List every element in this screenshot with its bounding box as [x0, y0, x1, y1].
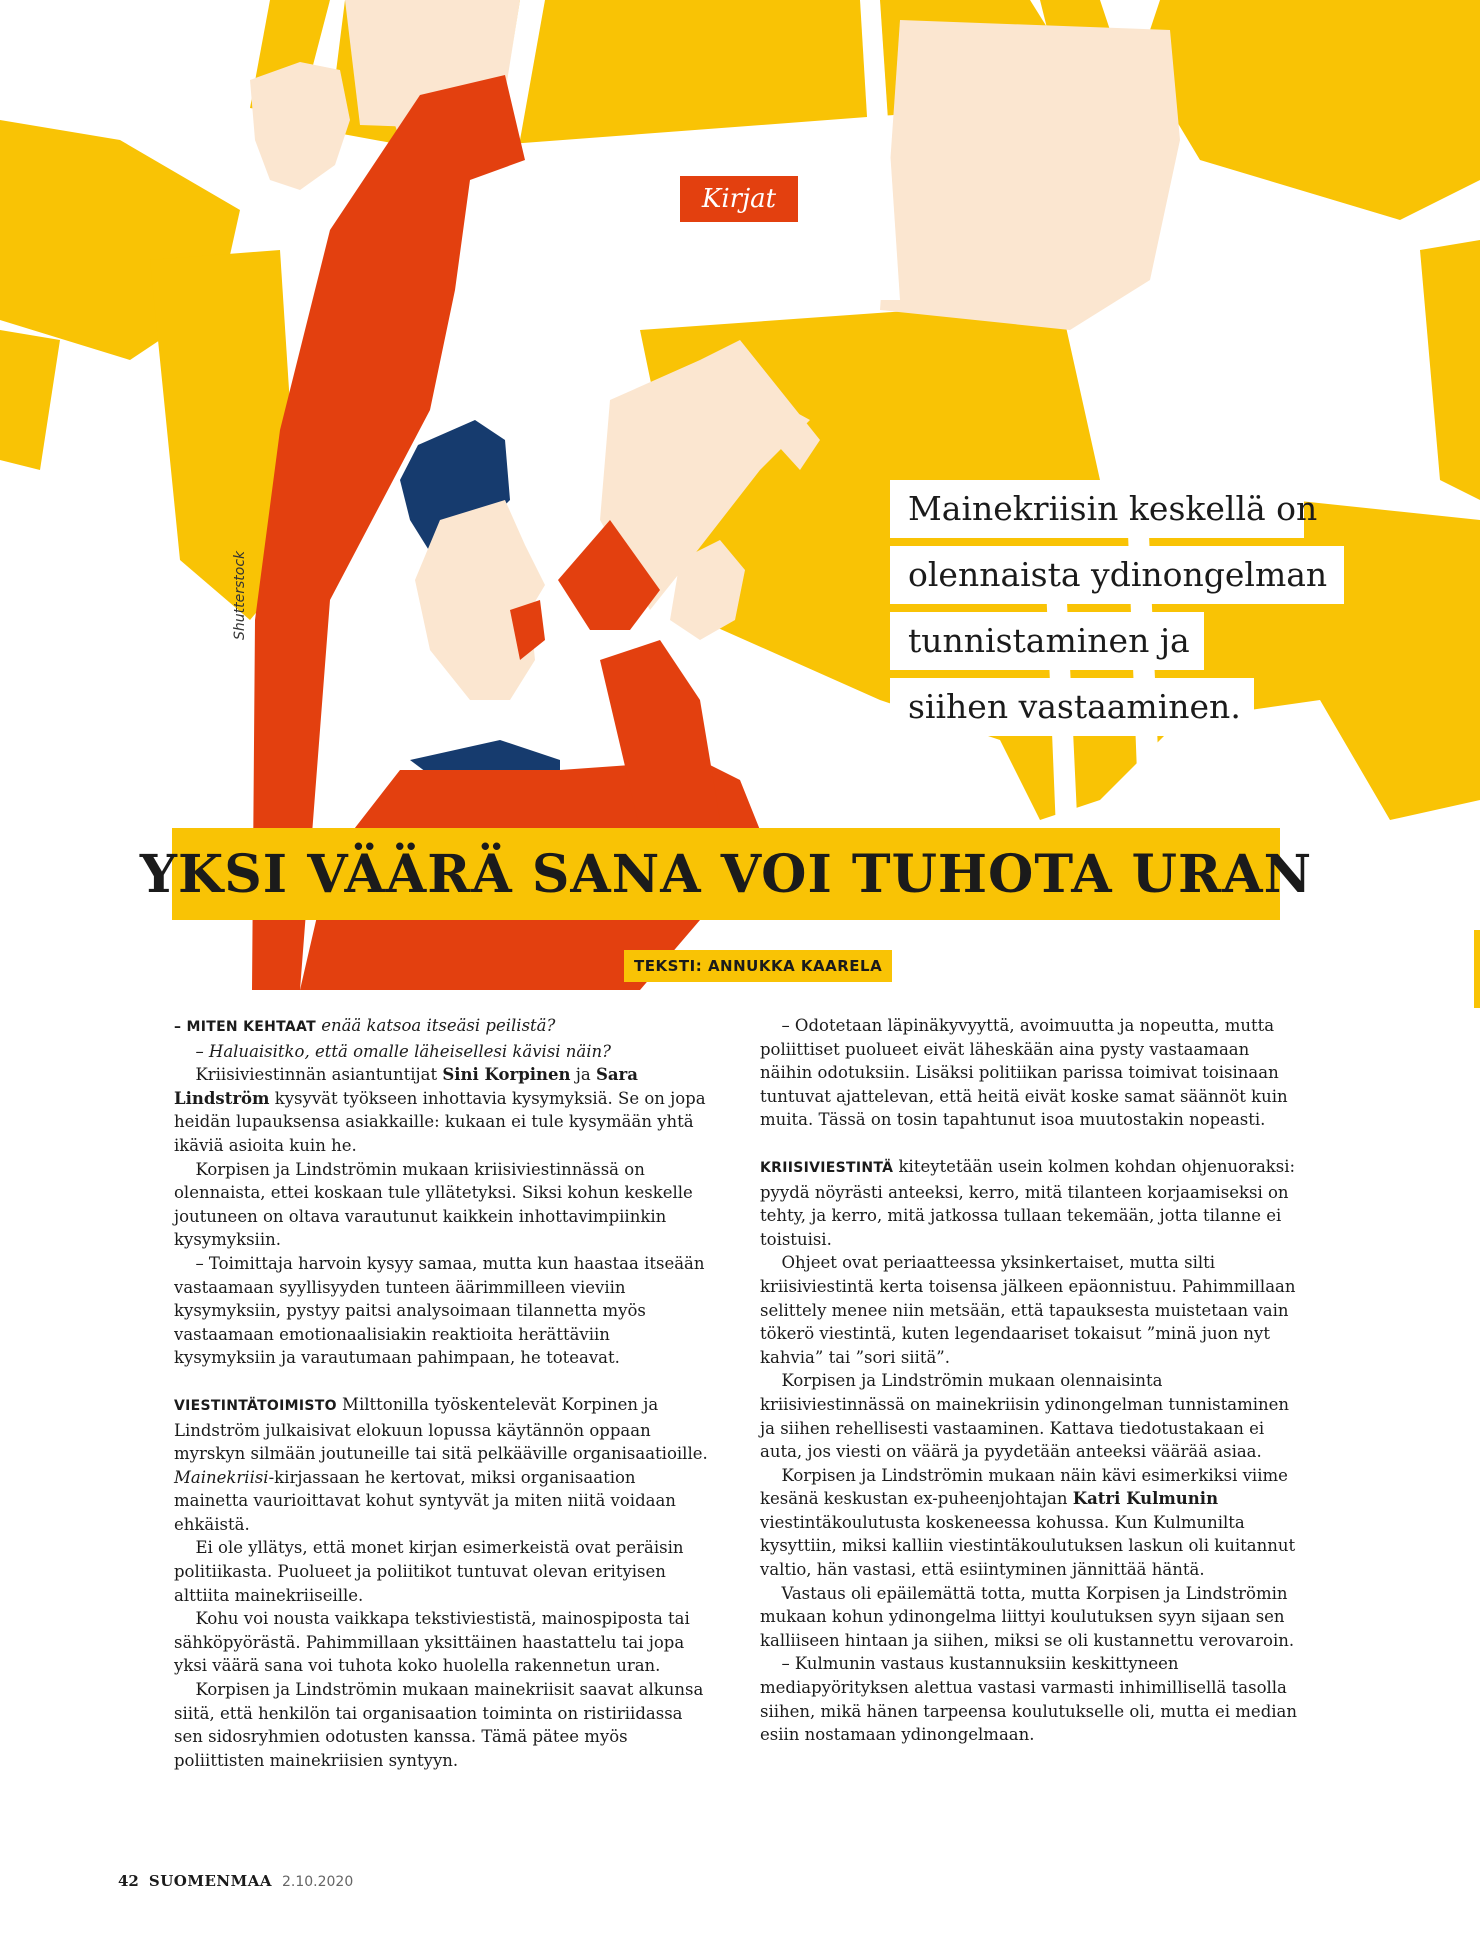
book-title: Mainekriisi	[174, 1467, 269, 1487]
byline: TEKSTI: ANNUKKA KAARELA	[624, 950, 892, 982]
pull-quote-line: olennaista ydinongelman	[890, 546, 1344, 604]
pull-quote-line: siihen vastaaminen.	[890, 678, 1254, 736]
text: kysyvät työkseen inhottavia kysymyksiä. Se on jopa heidän lupauksensa asiakkaille: kukaan ei tule kysymään yhtä ikäviä asioita kuin he.	[174, 1088, 706, 1155]
photo-credit: Shutterstock	[232, 550, 248, 640]
section-tag: Kirjat	[680, 176, 798, 222]
paragraph: Korpisen ja Lindströmin mukaan olennaisinta kriisiviestinnässä on mainekriisin ydinongelman tunnistaminen ja siihen rehellisesti vastaaminen. Kattava tiedotustakaan ei auta, jos viesti on väärä ja pyydetään anteeksi väärää asiaa.	[760, 1371, 1290, 1462]
text: -kirjassaan he kertovat, miksi organisaation mainetta vaurioittavat kohut syntyvät ja miten niitä voidaan ehkäistä.	[174, 1467, 676, 1534]
paragraph	[174, 1393, 714, 1537]
paragraph: – Toimittaja harvoin kysyy samaa, mutta kun haastaa itseään vastaamaan syyllisyyden tunteen äärimmilleen vieviin kysymyksiin, pystyy paitsi analysoimaan tilannetta myös vastaamaan emotionaalisiakin reaktioita herättäviin kysymyksiin ja varautumaan pahimpaan, he toteavat.	[174, 1253, 705, 1368]
lead-in: – MITEN KEHTAAT	[174, 1019, 316, 1035]
paragraph: Ei ole yllätys, että monet kirjan esimerkeistä ovat peräisin politiikasta. Puolueet ja poliitikot tuntuvat olevan erityisen alttiita mainekriiseille.	[174, 1538, 684, 1605]
paragraph: Korpisen ja Lindströmin mukaan kriisiviestinnässä on olennaista, ettei koskaan tule yllätetyksi. Siksi kohun keskelle joutuneen on oltava varautunut kaikkein inhottavimpiinkin kysymyksiin.	[174, 1159, 693, 1250]
paragraph: Korpisen ja Lindströmin mukaan mainekriisit saavat alkunsa siitä, että henkilön tai organisaation toiminta on ristiriidassa sen sidosryhmien odotusten kanssa. Tämä pätee myös poliittisten mainekriisien syntyyn.	[174, 1680, 704, 1770]
paragraph: Ohjeet ovat periaatteessa yksinkertaiset, mutta silti kriisiviestintä kerta toisensa jälkeen epäonnistuu. Pahimmillaan selittely menee niin metsään, että tapauksesta muistetaan vain tökerö viestintä, kuten legendaariset tokaisut ”minä juon nyt kahvia” tai ”sori siitä”.	[760, 1253, 1296, 1367]
paragraph	[174, 1014, 714, 1040]
lead-in: KRIISIVIESTINTÄ	[760, 1159, 894, 1176]
text: Kriisiviestinnän asiantuntijat	[195, 1065, 443, 1085]
pull-quote	[890, 480, 1344, 744]
paragraph	[760, 1464, 1300, 1582]
left-column	[174, 1014, 714, 1772]
italic-text: enää katsoa itseäsi peilistä?	[315, 1016, 556, 1035]
page-edge-marker	[1474, 930, 1480, 1008]
text: Korpisen ja Lindströmin mukaan näin kävi esimerkiksi viime kesänä keskustan ex-puheenjohtajan	[760, 1465, 1288, 1509]
paragraph: Kohu voi nousta vaikkapa tekstiviestistä, mainospipostа tai sähköpyörästä. Pahimmillaan yksittäinen haastattelu tai jopa yksi väärä sana voi tuhota koko huolella rakennetun uran.	[174, 1609, 690, 1676]
paragraph	[174, 1040, 714, 1064]
person-name: Katri Kulmunin	[1072, 1489, 1219, 1509]
article-headline: YKSI VÄÄRÄ SANA VOI TUHOTA URAN	[172, 828, 1280, 920]
page-footer	[118, 1872, 353, 1890]
lead-in: VIESTINTÄTOIMISTO	[174, 1397, 337, 1414]
text: viestintäkoulutusta koskeneessa kohussa. Kun Kulmunilta kysyttiin, miksi kalliin viestintäkoulutuksen laskun oli kuitannut valtio, hän vastasi, että esiintyminen jännittää häntä.	[760, 1512, 1296, 1580]
paragraph	[174, 1063, 714, 1157]
paragraph: – Odotetaan läpinäkyvyyttä, avoimuutta ja nopeutta, mutta poliittiset puolueet eivät läheskään aina pysty vastaamaan näihin odotuksiin. Lisäksi politiikan parissa toimivat toisinaan tuntuvat ajattelevan, että heitä eivät koske samat säännöt kuin muita. Tässä on tosin tapahtunut isoa muutostakin nopeasti.	[760, 1016, 1288, 1130]
right-column	[760, 1014, 1300, 1747]
paragraph: – Kulmunin vastaus kustannuksiin keskittyneen mediapyörityksen alettua vastasi varmasti inhimillisellä tasolla siihen, mikä hänen tarpeensa koulutukselle oli, mutta ei median esiin nostamaan ydinongelmaan.	[760, 1654, 1297, 1745]
paragraph	[760, 1155, 1300, 1251]
magazine-name: SUOMENMAA	[148, 1872, 272, 1890]
text: ja	[570, 1065, 596, 1085]
page-number: 42	[118, 1872, 139, 1890]
pull-quote-line: tunnistaminen ja	[890, 612, 1204, 670]
paragraph: Vastaus oli epäilemättä totta, mutta Korpisen ja Lindströmin mukaan kohun ydinongelma liittyi koulutuksen syyn sijaan sen kalliiseen hintaan ja siihen, miksi se oli kustannettu verovaroin.	[760, 1583, 1295, 1650]
italic-text: – Haluaisitko, että omalle läheisellesi kävisi näin?	[195, 1041, 612, 1061]
person-name: Sara Lindström	[174, 1065, 638, 1108]
person-name: Sini Korpinen	[442, 1065, 571, 1085]
pull-quote-line: Mainekriisin keskellä on	[890, 480, 1304, 538]
text: kiteytetään usein kolmen kohdan ohjenuoraksi: pyydä nöyrästi anteeksi, kerro, mitä tilanteen korjaamiseksi on tehty, ja kerro, mitä jatkossa tullaan tekemään, jotta tilanne ei toistuisi.	[760, 1156, 1296, 1249]
issue-date: 2.10.2020	[281, 1874, 354, 1890]
text: Milttonilla työskentelevät Korpinen ja Lindström julkaisivat elokuun lopussa käytännön oppaan myrskyn silmään joutuneille tai sitä pelkääville organisaatioille.	[174, 1394, 708, 1464]
